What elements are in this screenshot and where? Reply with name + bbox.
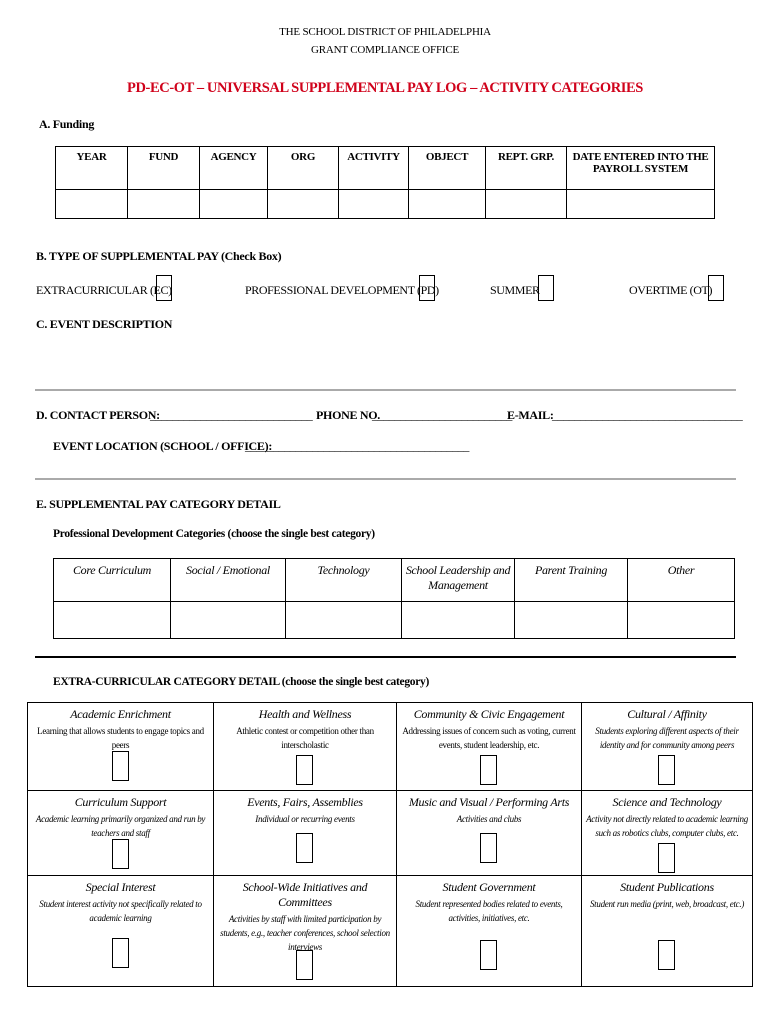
ec-row-3 <box>28 876 753 987</box>
ec-desc: Students exploring different aspects of their identity and for community among peers <box>595 726 739 750</box>
ec-desc: Academic learning primarily organized and run by teachers and staff <box>35 814 206 838</box>
ec-community-civic <box>397 703 582 791</box>
pd-social-emotional-cell[interactable] <box>171 602 286 639</box>
col-fund: FUND <box>128 147 200 190</box>
pd-core-curriculum-cell[interactable] <box>54 602 171 639</box>
summer-checkbox[interactable] <box>538 275 554 301</box>
ot-checkbox[interactable] <box>708 275 724 301</box>
col-date-entered: DATE ENTERED INTO THE PAYROLL SYSTEM <box>567 147 715 190</box>
funding-input-row <box>56 190 715 219</box>
ec-desc: Addressing issues of concern such as voting, current events, student leadership, etc. <box>402 726 576 750</box>
ec-desc: Activities and clubs <box>456 814 522 824</box>
ec-curriculum-support <box>28 791 214 876</box>
ec-student-publications <box>582 876 753 987</box>
form-title: PD-EC-OT – UNIVERSAL SUPPLEMENTAL PAY LOG – ACTIVITY CATEGORIES <box>127 80 643 96</box>
ec-title: Community & Civic Engagement <box>413 707 565 721</box>
pd-technology-cell[interactable] <box>286 602 402 639</box>
year-cell[interactable] <box>56 190 128 219</box>
col-object: OBJECT <box>409 147 486 190</box>
ot-option-label: OVERTIME (OT) <box>629 283 713 297</box>
ec-science-technology-checkbox[interactable] <box>658 843 675 873</box>
event-location-label: EVENT LOCATION (SCHOOL / OFFICE): <box>53 439 273 453</box>
ec-desc: Athletic contest or competition other than interscholastic <box>236 726 374 750</box>
pd-other-cell[interactable] <box>628 602 735 639</box>
pd-school-leadership-cell[interactable] <box>402 602 515 639</box>
pd-col-technology: Technology <box>286 559 402 602</box>
ec-student-government <box>397 876 582 987</box>
email-field[interactable]: __________________________________ <box>552 408 743 422</box>
ec-health-wellness <box>214 703 397 791</box>
ec-desc: Student represented bodies related to events, activities, initiatives, etc. <box>415 899 563 923</box>
ec-desc: Student run media (print, web, broadcast, etc.) <box>589 899 745 909</box>
event-divider <box>35 389 736 391</box>
activity-cell[interactable] <box>339 190 409 219</box>
col-rept-grp: REPT. GRP. <box>486 147 567 190</box>
category-heading: E. SUPPLEMENTAL PAY CATEGORY DETAIL <box>36 497 281 511</box>
office-name: GRANT COMPLIANCE OFFICE <box>311 44 459 56</box>
ec-curriculum-support-checkbox[interactable] <box>112 839 129 869</box>
contact-person-field[interactable]: _____________________________ <box>150 408 313 422</box>
agency-cell[interactable] <box>200 190 268 219</box>
col-org: ORG <box>268 147 339 190</box>
funding-table <box>55 146 715 219</box>
ec-desc: Activities by staff with limited participation by students, e.g., teacher conferences, school selection interviews <box>220 914 390 952</box>
ec-special-interest-checkbox[interactable] <box>112 938 129 968</box>
event-heading: C. EVENT DESCRIPTION <box>36 317 173 331</box>
ec-health-wellness-checkbox[interactable] <box>296 755 313 785</box>
ec-category-table <box>27 702 753 987</box>
summer-option-label: SUMMER <box>490 283 540 297</box>
ec-cultural-affinity <box>582 703 753 791</box>
pd-category-table <box>53 558 735 639</box>
col-agency: AGENCY <box>200 147 268 190</box>
ec-title: Music and Visual / Performing Arts <box>408 795 570 809</box>
district-name: THE SCHOOL DISTRICT OF PHILADELPHIA <box>279 26 491 38</box>
ec-categories-heading: EXTRA-CURRICULAR CATEGORY DETAIL (choose the single best category) <box>53 676 430 688</box>
ec-title: Events, Fairs, Assemblies <box>247 795 363 809</box>
ec-option-label: EXTRACURRICULAR (EC) <box>36 283 172 297</box>
pd-categories-heading: Professional Development Categories (choose the single best category) <box>53 528 375 540</box>
ec-title: Academic Enrichment <box>70 707 171 721</box>
pay-type-heading: B. TYPE OF SUPPLEMENTAL PAY (Check Box) <box>36 249 282 263</box>
ec-title: Science and Technology <box>612 795 722 809</box>
ec-academic-enrichment-checkbox[interactable] <box>112 751 129 781</box>
ec-events-fairs-checkbox[interactable] <box>296 833 313 863</box>
contact-divider <box>35 478 736 480</box>
ec-school-wide-initiatives <box>214 876 397 987</box>
ec-student-government-checkbox[interactable] <box>480 940 497 970</box>
ec-desc: Activity not directly related to academic learning such as robotics clubs, computer clubs, etc. <box>586 814 748 838</box>
pd-divider <box>35 656 736 658</box>
pd-checkbox[interactable] <box>419 275 435 301</box>
ec-title: Special Interest <box>85 880 156 894</box>
pd-col-parent-training: Parent Training <box>515 559 628 602</box>
rept-grp-cell[interactable] <box>486 190 567 219</box>
ec-title: Curriculum Support <box>74 795 167 809</box>
event-description-area[interactable] <box>36 330 736 388</box>
date-entered-cell[interactable] <box>567 190 715 219</box>
ec-music-arts-checkbox[interactable] <box>480 833 497 863</box>
ec-title: Health and Wellness <box>258 707 352 721</box>
org-cell[interactable] <box>268 190 339 219</box>
phone-label: PHONE NO. <box>316 408 380 422</box>
col-activity: ACTIVITY <box>339 147 409 190</box>
funding-heading: A. Funding <box>39 117 95 131</box>
pd-col-school-leadership: School Leadership and Management <box>402 559 515 602</box>
ec-title: Cultural / Affinity <box>627 707 707 721</box>
ec-desc: Learning that allows students to engage topics and peers <box>37 726 204 750</box>
fund-cell[interactable] <box>128 190 200 219</box>
event-location-field[interactable]: ________________________________________ <box>245 439 470 453</box>
pd-col-core-curriculum: Core Curriculum <box>54 559 171 602</box>
ec-row-1 <box>28 703 753 791</box>
pd-col-other: Other <box>628 559 735 602</box>
ec-school-wide-initiatives-checkbox[interactable] <box>296 950 313 980</box>
ec-title: Student Government <box>442 880 536 894</box>
contact-person-label: D. CONTACT PERSON: <box>36 408 160 422</box>
ec-community-civic-checkbox[interactable] <box>480 755 497 785</box>
ec-science-technology <box>582 791 753 876</box>
email-label: E-MAIL: <box>507 408 554 422</box>
pd-col-social-emotional: Social / Emotional <box>171 559 286 602</box>
phone-field[interactable]: _________________________ <box>372 408 513 422</box>
ec-row-2 <box>28 791 753 876</box>
pd-option-label: PROFESSIONAL DEVELOPMENT (PD) <box>245 283 439 297</box>
ec-cultural-affinity-checkbox[interactable] <box>658 755 675 785</box>
ec-student-publications-checkbox[interactable] <box>658 940 675 970</box>
object-cell[interactable] <box>409 190 486 219</box>
ec-events-fairs <box>214 791 397 876</box>
ec-academic-enrichment <box>28 703 214 791</box>
ec-desc: Student interest activity not specifically related to academic learning <box>39 899 202 923</box>
ec-music-arts <box>397 791 582 876</box>
ec-title: School-Wide Initiatives and Committees <box>242 880 368 909</box>
pd-parent-training-cell[interactable] <box>515 602 628 639</box>
ec-title: Student Publications <box>620 880 714 894</box>
pd-input-row <box>54 602 735 639</box>
ec-desc: Individual or recurring events <box>255 814 355 824</box>
ec-special-interest <box>28 876 214 987</box>
ec-checkbox[interactable] <box>156 275 172 301</box>
col-year: YEAR <box>56 147 128 190</box>
